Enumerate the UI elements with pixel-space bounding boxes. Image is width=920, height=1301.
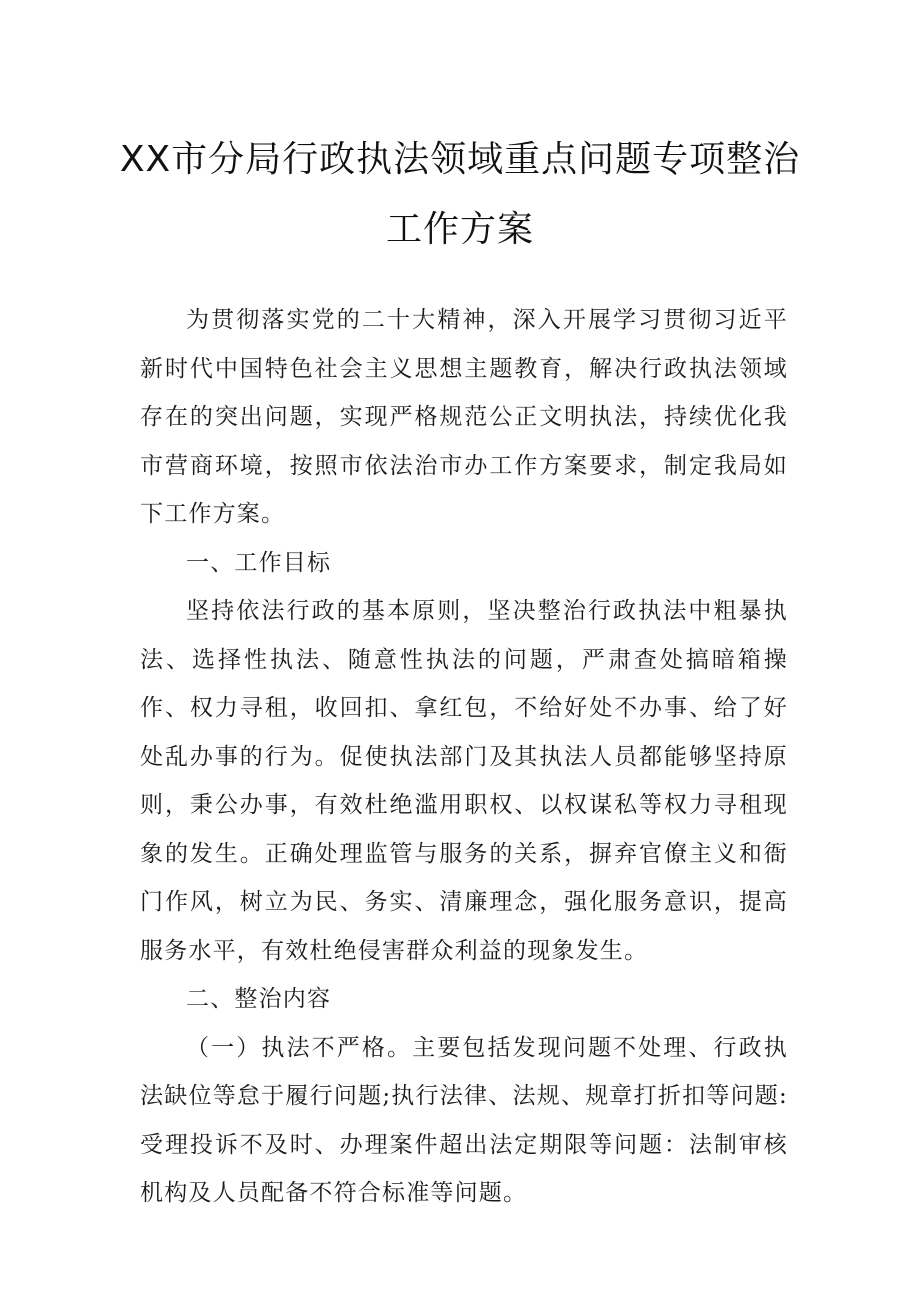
title-line-1: XX市分局行政执法领域重点问题专项整治 [119, 139, 801, 180]
section-heading-goals: 一、工作目标 [186, 549, 332, 576]
intro-paragraph: 为贯彻落实党的二十大精神，深入开展学习贯彻习近平新时代中国特色社会主义思想主题教育，解决行政执法领域存在的突出问题，实现严格规范公正文明执法，持续优化我市营商环境，按照市依法治市办工作方案要求，制定我局如下工作方案。 [140, 307, 788, 527]
document-title [0, 128, 920, 262]
title-line-2: 工作方案 [385, 209, 534, 250]
document-body [140, 296, 788, 1218]
section-heading-content: 二、整治内容 [186, 986, 332, 1012]
content-item-1-paragraph: （一）执法不严格。主要包括发现问题不处理、行政执法缺位等怠于履行问题;执行法律、法规、规章打折扣等问题:受理投诉不及时、办理案件超出法定期限等问题：法制审核机构及人员配备不符合标准等问题。 [140, 1034, 788, 1206]
goals-paragraph: 坚持依法行政的基本原则，坚决整治行政执法中粗暴执法、选择性执法、随意性执法的问题，严肃查处搞暗箱操作、权力寻租，收回扣、拿红包，不给好处不办事、给了好处乱办事的行为。促使执法部门及其执法人员都能够坚持原则，秉公办事，有效杜绝滥用职权、以权谋私等权力寻租现象的发生。正确处理监管与服务的关系，摒弃官僚主义和衙门作风，树立为民、务实、清廉理念，强化服务意识，提高服务水平，有效杜绝侵害群众利益的现象发生。 [140, 598, 788, 964]
